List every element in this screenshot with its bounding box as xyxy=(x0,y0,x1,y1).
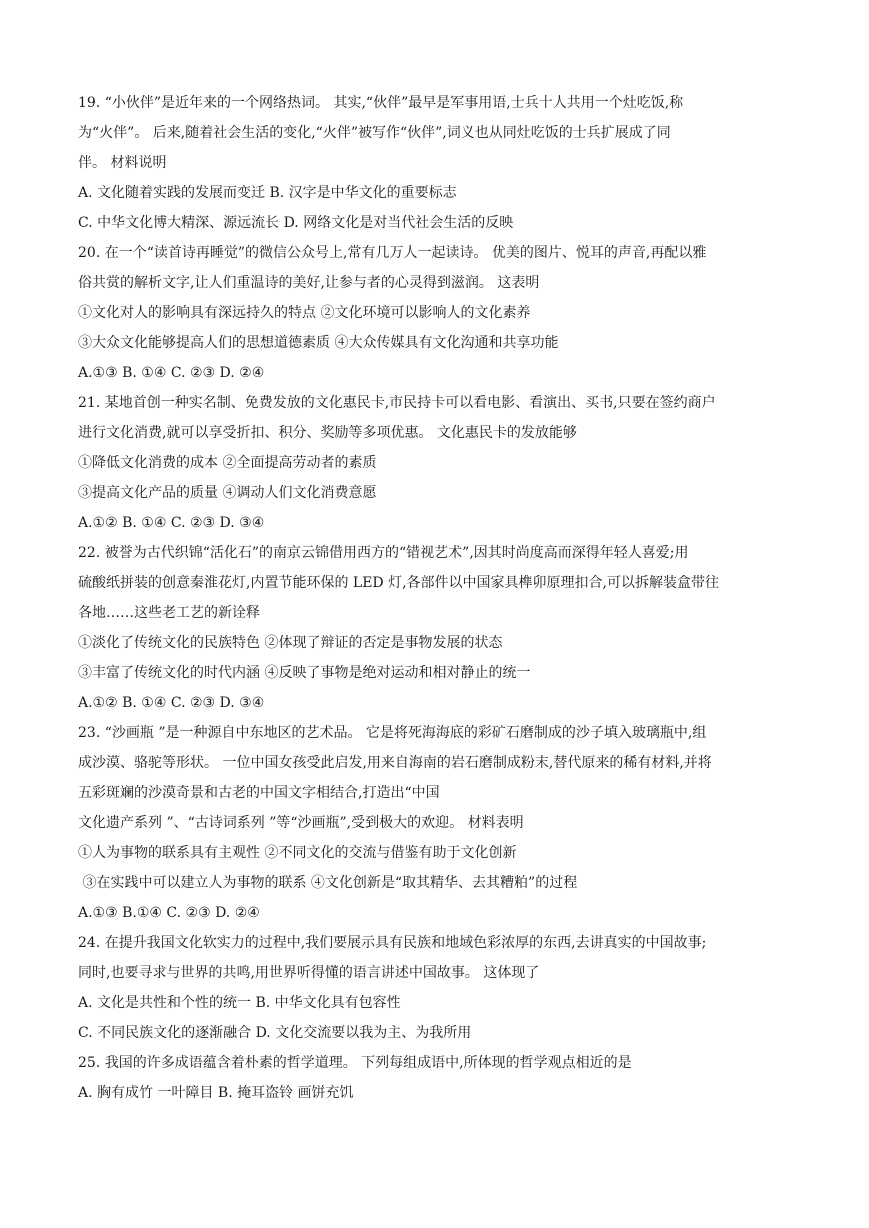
option-line: A. 文化随着实践的发展而变迁 B. 汉字是中华文化的重要标志 xyxy=(78,185,457,201)
option-line: A.①② B. ①④ C. ②③ D. ③④ xyxy=(78,695,265,711)
text-line: 为“火伴”。 后来,随着社会生活的变化,“火伴”被写作“伙伴”,词义也从同灶吃饭的士兵扩展成了同 xyxy=(78,125,671,141)
text-line: 20. 在一个“读首诗再睡觉”的微信公众号上,常有几万人一起读诗。 优美的图片、悦耳的声音,再配以雅 xyxy=(78,245,707,261)
text-line: 22. 被誉为古代织锦“活化石”的南京云锦借用西方的“错视艺术”,因其时尚度高而深得年轻人喜爱;用 xyxy=(78,545,689,561)
text-line: 24. 在提升我国文化软实力的过程中,我们要展示具有民族和地域色彩浓厚的东西,去讲真实的中国故事; xyxy=(78,935,707,951)
text-line: 成沙漠、骆驼等形状。 一位中国女孩受此启发,用来自海南的岩石磨制成粉末,替代原来的稀有材料,并将 xyxy=(78,755,712,771)
document-page xyxy=(78,88,798,1108)
option-line: C. 中华文化博大精深、源远流长 D. 网络文化是对当代社会生活的反映 xyxy=(78,215,514,231)
option-line: C. 不同民族文化的逐渐融合 D. 文化交流要以我为主、为我所用 xyxy=(78,1025,472,1041)
statement-line: ③大众文化能够提高人们的思想道德素质 ④大众传媒具有文化沟通和共享功能 xyxy=(78,335,559,351)
text-line: 进行文化消费,就可以享受折扣、积分、奖励等多项优惠。 文化惠民卡的发放能够 xyxy=(78,425,577,441)
option-line: A.①③ B. ①④ C. ②③ D. ②④ xyxy=(78,365,265,381)
option-line: A. 文化是共性和个性的统一 B. 中华文化具有包容性 xyxy=(78,995,401,1011)
text-line: 伴。 材料说明 xyxy=(78,155,167,171)
statement-line: ③丰富了传统文化的时代内涵 ④反映了事物是绝对运动和相对静止的统一 xyxy=(78,665,531,681)
text-line: 19. “小伙伴”是近年来的一个网络热词。 其实,“伙伴”最早是军事用语,士兵十人共用一个灶吃饭,称 xyxy=(78,95,684,111)
text-line: 硫酸纸拼装的创意秦淮花灯,内置节能环保的 LED 灯,各部件以中国家具榫卯原理扣合,可以拆解装盒带往 xyxy=(78,575,719,591)
statement-line: ①文化对人的影响具有深远持久的特点 ②文化环境可以影响人的文化素养 xyxy=(78,305,531,321)
statement-line: ①淡化了传统文化的民族特色 ②体现了辩证的否定是事物发展的状态 xyxy=(78,635,503,651)
option-line: A.①③ B.①④ C. ②③ D. ②④ xyxy=(78,905,260,921)
text-line: 25. 我国的许多成语蕴含着朴素的哲学道理。 下列每组成语中,所体现的哲学观点相近的是 xyxy=(78,1055,632,1071)
text-line: 各地……这些老工艺的新诠释 xyxy=(78,605,260,621)
text-line: 同时,也要寻求与世界的共鸣,用世界听得懂的语言讲述中国故事。 这体现了 xyxy=(78,965,540,981)
statement-line: ①降低文化消费的成本 ②全面提高劳动者的素质 xyxy=(78,455,377,471)
statement-line: ①人为事物的联系具有主观性 ②不同文化的交流与借鉴有助于文化创新 xyxy=(78,845,517,861)
option-line: A. 胸有成竹 一叶障目 B. 掩耳盗铃 画饼充饥 xyxy=(78,1085,354,1101)
statement-line: ③在实践中可以建立人为事物的联系 ④文化创新是“取其精华、去其糟粕”的过程 xyxy=(78,875,578,891)
text-line: 文化遗产系列 ”、“古诗词系列 ”等“沙画瓶”,受到极大的欢迎。 材料表明 xyxy=(78,815,524,831)
text-line: 俗共赏的解析文字,让人们重温诗的美好,让参与者的心灵得到滋润。 这表明 xyxy=(78,275,540,291)
text-line: 21. 某地首创一种实名制、免费发放的文化惠民卡,市民持卡可以看电影、看演出、买书,只要在签约商户 xyxy=(78,395,716,411)
text-line: 23. “沙画瓶 ”是一种源自中东地区的艺术品。 它是将死海海底的彩矿石磨制成的沙子填入玻璃瓶中,组 xyxy=(78,725,707,741)
text-line: 五彩斑斓的沙漠奇景和古老的中国文字相结合,打造出“中国 xyxy=(78,785,440,801)
option-line: A.①② B. ①④ C. ②③ D. ③④ xyxy=(78,515,265,531)
statement-line: ③提高文化产品的质量 ④调动人们文化消费意愿 xyxy=(78,485,377,501)
